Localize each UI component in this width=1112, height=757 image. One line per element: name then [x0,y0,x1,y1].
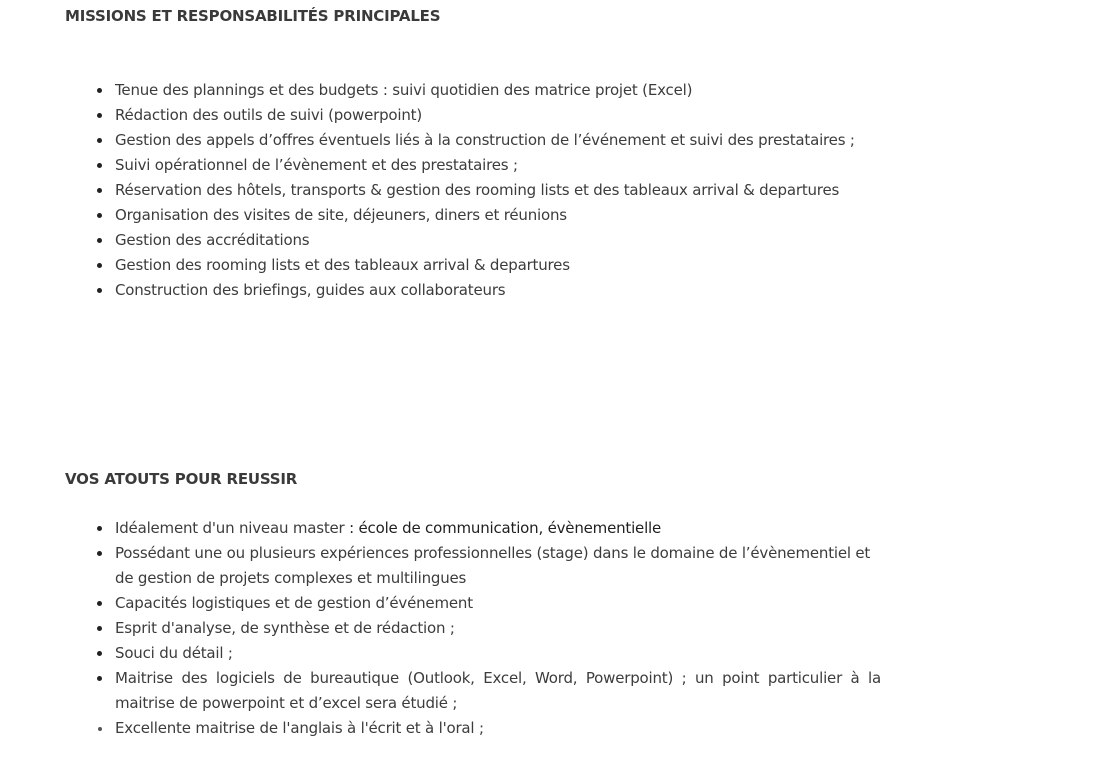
list-item-text: Gestion des appels d’offres éventuels liés à la construction de l’événement et suivi des prestataires ; [115,131,855,149]
bullet-icon [97,238,102,243]
list-item-text: Maitrise des logiciels de bureautique (Outlook, Excel, Word, Powerpoint) ; un point particulier à la maitrise de powerpoint et d’excel sera étudié ; [115,669,881,712]
list-item-text: Capacités logistiques et de gestion d’événement [115,594,473,612]
bullet-icon [97,601,102,606]
bullet-icon [97,651,102,656]
list-item-text: Rédaction des outils de suivi (powerpoint) [115,106,422,124]
bullet-icon [98,727,102,731]
list-item [115,641,881,666]
bullet-icon [97,551,102,556]
list-item [115,103,881,128]
list-item [115,203,881,228]
list-item-text: Gestion des accréditations [115,231,310,249]
list-item-text: Souci du détail ; [115,644,233,662]
bullet-icon [97,188,102,193]
bullet-icon [97,288,102,293]
bullet-icon [97,138,102,143]
list-item [115,591,881,616]
list-item-text: Idéalement d'un niveau master [115,519,345,537]
list-item-text: Construction des briefings, guides aux collaborateurs [115,281,506,299]
list-item [115,516,881,541]
list-item-text: Suivi opérationnel de l’évènement et des prestataires ; [115,156,518,174]
list-item [115,78,881,103]
bullet-icon [97,263,102,268]
list-item [115,616,881,641]
bullet-icon [97,526,102,531]
bullet-icon [97,626,102,631]
missions-heading: MISSIONS ET RESPONSABILITÉS PRINCIPALES [65,7,441,25]
bullet-icon [97,676,102,681]
list-item-text: Gestion des rooming lists et des tableaux arrival & departures [115,256,570,274]
list-item-text: Esprit d'analyse, de synthèse et de rédaction ; [115,619,455,637]
list-item [115,178,881,203]
missions-list [115,78,881,303]
list-item [115,253,881,278]
list-item-text: Tenue des plannings et des budgets : suivi quotidien des matrice projet (Excel) [115,81,693,99]
list-item [115,666,881,716]
bullet-icon [97,163,102,168]
bullet-icon [97,113,102,118]
list-item [115,228,881,253]
list-item [115,716,881,741]
atouts-heading: VOS ATOUTS POUR REUSSIR [65,470,298,488]
list-item [115,153,881,178]
atouts-list [115,516,881,741]
list-item-text: Réservation des hôtels, transports & gestion des rooming lists et des tableaux arrival & departures [115,181,840,199]
list-item-text: Possédant une ou plusieurs expériences professionnelles (stage) dans le domaine de l’évènementiel et de gestion de projets complexes et multilingues [115,544,871,587]
list-item [115,128,881,153]
list-item-text: Organisation des visites de site, déjeuners, diners et réunions [115,206,567,224]
bullet-icon [97,213,102,218]
list-item [115,541,881,591]
bullet-icon [97,88,102,93]
list-item-text: Excellente maitrise de l'anglais à l'écrit et à l'oral ; [115,719,484,737]
list-item-text: : école de communication, évènementielle [344,519,662,537]
list-item [115,278,881,303]
